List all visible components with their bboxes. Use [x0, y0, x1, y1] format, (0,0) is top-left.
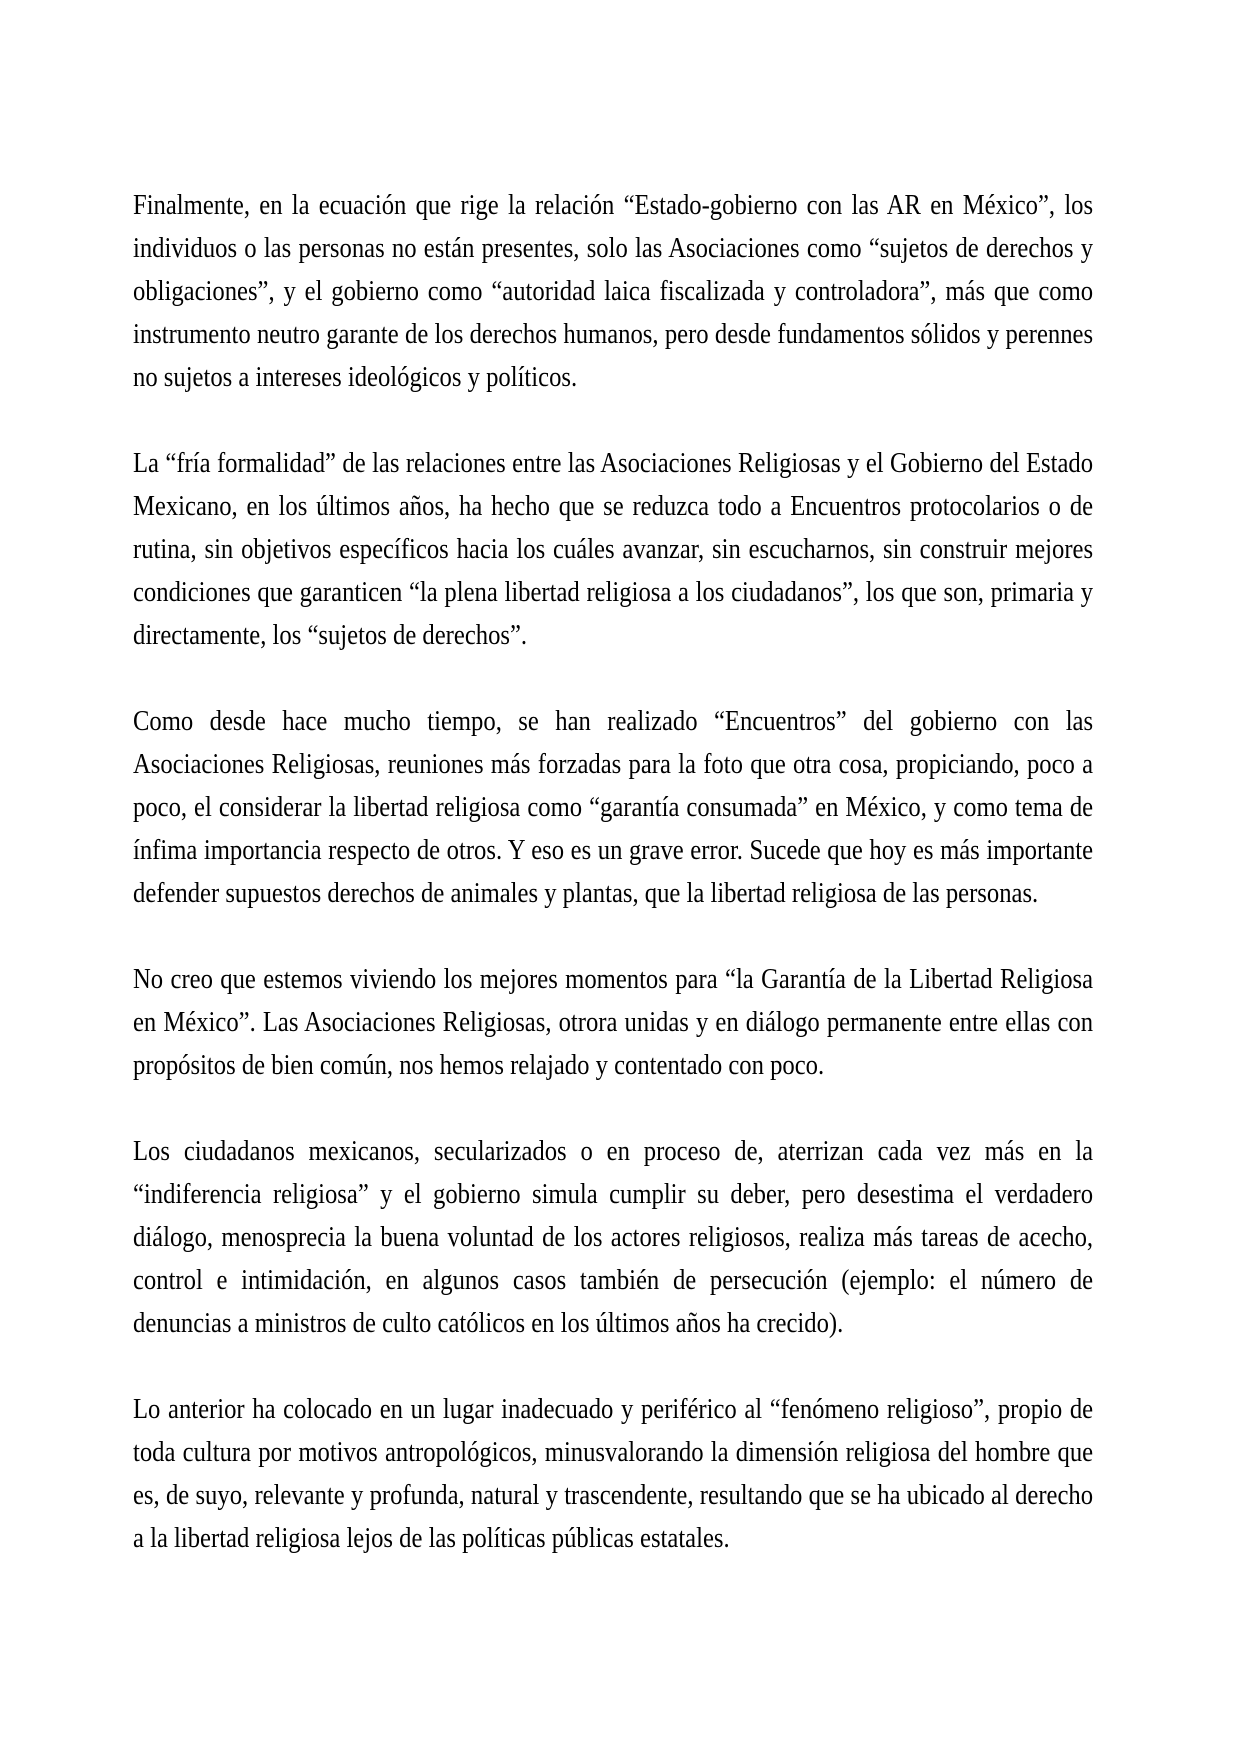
paragraph: Lo anterior ha colocado en un lugar inadecuado y periférico al “fenómeno religioso”, propio de toda cultura por motivos antropológicos, minusvalorando la dimensión religiosa del hombre que es, de suyo, relevante y profunda, natural y trascendente, resultando que se ha ubicado al derecho a la libertad religiosa lejos de las políticas públicas estatales. [133, 1394, 1094, 1554]
paragraph: Los ciudadanos mexicanos, secularizados o en proceso de, aterrizan cada vez más en la “indiferencia religiosa” y el gobierno simula cumplir su deber, pero desestima el verdadero diálogo, menosprecia la buena voluntad de los actores religiosos, realiza más tareas de acecho, control e intimidación, en algunos casos también de persecución (ejemplo: el número de denuncias a ministros de culto católicos en los últimos años ha crecido). [133, 1136, 1094, 1339]
paragraph: No creo que estemos viviendo los mejores momentos para “la Garantía de la Libertad Religiosa en México”. Las Asociaciones Religiosas, otrora unidas y en diálogo permanente entre ellas con propósitos de bien común, nos hemos relajado y contentado con poco. [133, 964, 1094, 1081]
paragraph: Finalmente, en la ecuación que rige la relación “Estado-gobierno con las AR en México”, los individuos o las personas no están presentes, solo las Asociaciones como “sujetos de derechos y obligaciones”, y el gobierno como “autoridad laica fiscalizada y controladora”, más que como instrumento neutro garante de los derechos humanos, pero desde fundamentos sólidos y perennes no sujetos a intereses ideológicos y políticos. [133, 190, 1094, 393]
text-block [133, 184, 1093, 1560]
paragraph: La “fría formalidad” de las relaciones entre las Asociaciones Religiosas y el Gobierno del Estado Mexicano, en los últimos años, ha hecho que se reduzca todo a Encuentros protocolarios o de rutina, sin objetivos específicos hacia los cuáles avanzar, sin escucharnos, sin construir mejores condiciones que garanticen “la plena libertad religiosa a los ciudadanos”, los que son, primaria y directamente, los “sujetos de derechos”. [133, 448, 1094, 651]
paragraph: Como desde hace mucho tiempo, se han realizado “Encuentros” del gobierno con las Asociaciones Religiosas, reuniones más forzadas para la foto que otra cosa, propiciando, poco a poco, el considerar la libertad religiosa como “garantía consumada” en México, y como tema de ínfima importancia respecto de otros. Y eso es un grave error. Sucede que hoy es más importante defender supuestos derechos de animales y plantas, que la libertad religiosa de las personas. [133, 706, 1094, 909]
